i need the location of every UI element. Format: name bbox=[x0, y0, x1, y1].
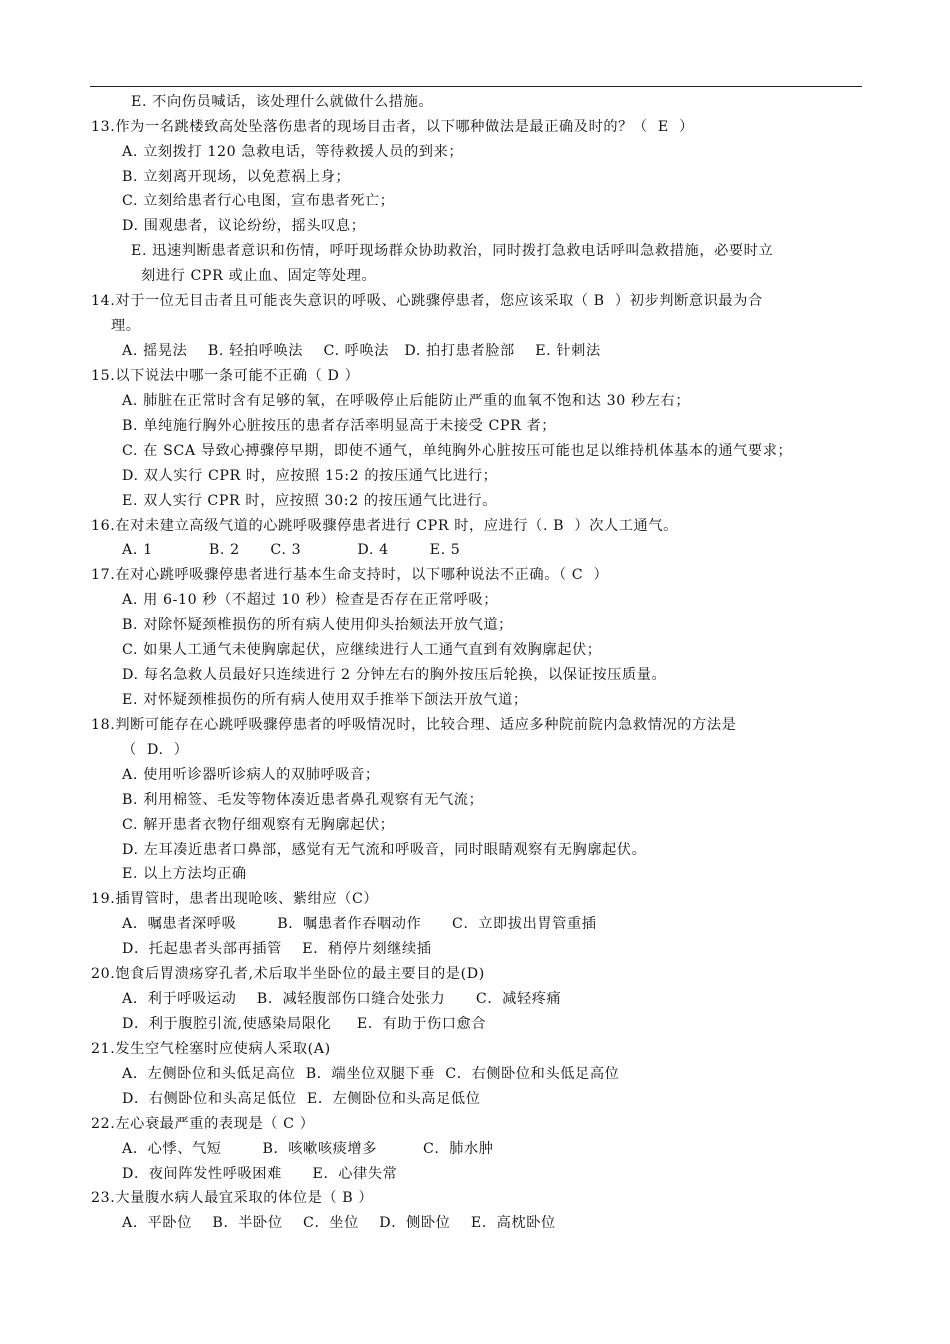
option-line: A. 使用听诊器听诊病人的双肺呼吸音； bbox=[122, 767, 380, 783]
option-line: A．心悸、气短 B．咳嗽咳痰增多 C．肺水肿 bbox=[122, 1141, 494, 1157]
option-line: A. 肺脏在正常时含有足够的氧，在呼吸停止后能防止严重的血氧不饱和达 30 秒左右； bbox=[122, 393, 691, 409]
question-17: 17.在对心跳呼吸骤停患者进行基本生命支持时，以下哪种说法不正确。（ C ） bbox=[91, 567, 609, 583]
option-line: D．托起患者头部再插管 E．稍停片刻继续插 bbox=[122, 941, 432, 957]
header-rule bbox=[90, 86, 862, 87]
option-line: E. 迅速判断患者意识和伤情，呼吁现场群众协助救治，同时拨打急救电话呼叫急救措施，必要时立 bbox=[131, 243, 774, 259]
option-line: E. 以上方法均正确 bbox=[122, 866, 247, 882]
option-line: D．右侧卧位和头高足低位 E．左侧卧位和头高足低位 bbox=[122, 1091, 481, 1107]
option-line: D. 围观患者，议论纷纷，摇头叹息； bbox=[122, 218, 366, 234]
option-line: D. 每名急救人员最好只连续进行 2 分钟左右的胸外按压后轮换，以保证按压质量。 bbox=[122, 667, 667, 683]
question-16: 16.在对未建立高级气道的心跳呼吸骤停患者进行 CPR 时，应进行（. B ）次人工通气。 bbox=[91, 518, 678, 534]
option-line: B. 利用棉签、毛发等物体凑近患者鼻孔观察有无气流； bbox=[122, 792, 484, 808]
question-20: 20.饱食后胃溃疡穿孔者,术后取半坐卧位的最主要目的是(D) bbox=[91, 966, 485, 982]
option-line: A．利于呼吸运动 B．减轻腹部伤口缝合处张力 C．减轻疼痛 bbox=[122, 991, 562, 1007]
option-line: D．夜间阵发性呼吸困难 E．心律失常 bbox=[122, 1166, 398, 1182]
option-line: D．利于腹腔引流,使感染局限化 E．有助于伤口愈合 bbox=[122, 1016, 487, 1032]
question-18: 18.判断可能存在心跳呼吸骤停患者的呼吸情况时，比较合理、适应多种院前院内急救情况的方法是 bbox=[91, 717, 737, 733]
option-line: C. 在 SCA 导致心搏骤停早期，即使不通气，单纯胸外心脏按压可能也足以维持机体基本的通气要求； bbox=[122, 443, 793, 459]
option-line: E. 双人实行 CPR 时，应按照 30:2 的按压通气比进行。 bbox=[122, 493, 497, 509]
question-continuation: 理。 bbox=[111, 318, 141, 334]
option-line: E. 不向伤员喊话，该处理什么就做什么措施。 bbox=[131, 94, 434, 110]
question-22: 22.左心衰最严重的表现是（ C ） bbox=[91, 1116, 315, 1132]
question-21: 21.发生空气栓塞时应使病人采取(A) bbox=[91, 1041, 331, 1057]
option-line: A．左侧卧位和头低足高位 B．端坐位双腿下垂 C．右侧卧位和头低足高位 bbox=[122, 1066, 620, 1082]
option-line: C. 立刻给患者行心电图，宣布患者死亡； bbox=[122, 193, 395, 209]
option-line: B. 单纯施行胸外心脏按压的患者存活率明显高于未接受 CPR 者； bbox=[122, 418, 557, 434]
question-answer: （ D. ） bbox=[122, 742, 189, 758]
option-continuation: 刻进行 CPR 或止血、固定等处理。 bbox=[141, 268, 377, 284]
question-19: 19.插胃管时，患者出现呛咳、紫绀应（C） bbox=[91, 891, 379, 907]
option-line: A. 用 6-10 秒（不超过 10 秒）检查是否存在正常呼吸； bbox=[122, 592, 498, 608]
option-line: C. 解开患者衣物仔细观察有无胸廓起伏； bbox=[122, 817, 395, 833]
option-line: A. 1 B. 2 C. 3 D. 4 E. 5 bbox=[122, 542, 461, 558]
option-line: E. 对怀疑颈椎损伤的所有病人使用双手推举下颌法开放气道； bbox=[122, 692, 528, 708]
question-15: 15.以下说法中哪一条可能不正确（ D ） bbox=[91, 368, 360, 384]
option-line: B. 对除怀疑颈椎损伤的所有病人使用仰头抬颏法开放气道； bbox=[122, 617, 513, 633]
question-14: 14.对于一位无目击者且可能丧失意识的呼吸、心跳骤停患者，您应该采取（ B ）初步判断意识最为合 bbox=[91, 293, 763, 309]
question-23: 23.大量腹水病人最宜采取的体位是（ B ） bbox=[91, 1190, 374, 1206]
option-line: D. 双人实行 CPR 时，应按照 15:2 的按压通气比进行； bbox=[122, 468, 498, 484]
option-line: D. 左耳凑近患者口鼻部，感觉有无气流和呼吸音，同时眼睛观察有无胸廓起伏。 bbox=[122, 842, 647, 858]
option-line: C. 如果人工通气未使胸廓起伏，应继续进行人工通气直到有效胸廓起伏； bbox=[122, 642, 602, 658]
option-line: A. 摇晃法 B. 轻拍呼唤法 C. 呼唤法 D. 拍打患者脸部 E. 针刺法 bbox=[122, 343, 601, 359]
option-line: B. 立刻离开现场，以免惹祸上身； bbox=[122, 169, 351, 185]
option-line: A．嘱患者深呼吸 B．嘱患者作吞咽动作 C．立即拔出胃管重插 bbox=[122, 916, 597, 932]
option-line: A. 立刻拨打 120 急救电话，等待救援人员的到来； bbox=[122, 144, 464, 160]
question-13: 13.作为一名跳楼致高处坠落伤患者的现场目击者，以下哪种做法是最正确及时的？（ E ） bbox=[91, 119, 694, 135]
option-line: A．平卧位 B．半卧位 C．坐位 D．侧卧位 E．高枕卧位 bbox=[122, 1215, 556, 1231]
